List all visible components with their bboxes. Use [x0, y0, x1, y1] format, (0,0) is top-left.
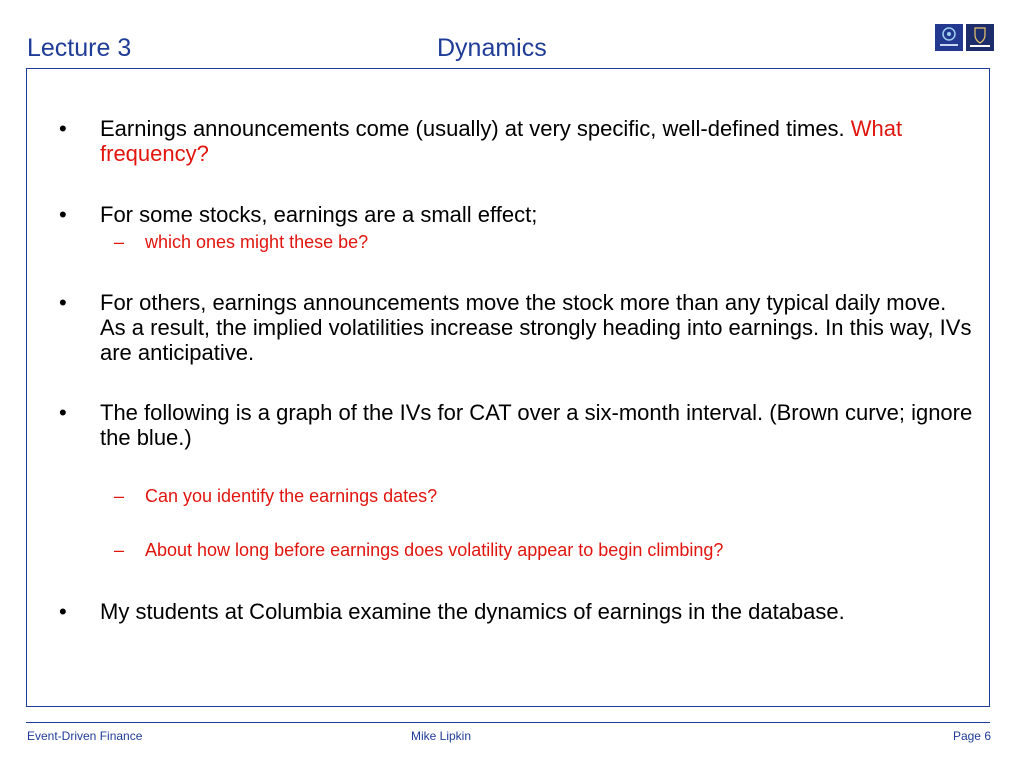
logo-group: [935, 24, 994, 51]
bullet-question: What frequency?: [100, 116, 903, 166]
footer-page-number: Page 6: [952, 729, 991, 743]
footer-author: Mike Lipkin: [411, 729, 472, 743]
bullet-small-effect: For some stocks, earnings are a small effect;: [100, 202, 538, 227]
sub-bullet-marker: –: [114, 540, 125, 560]
bullet-marker: •: [59, 290, 67, 315]
bullet-earnings-timing: [100, 116, 975, 166]
bullet-columbia-students: My students at Columbia examine the dynamics of earnings in the database.: [100, 599, 845, 624]
bullet-marker: •: [59, 599, 67, 624]
lecture-label: Lecture 3: [27, 34, 132, 62]
university-of-oxford-logo: [966, 24, 994, 51]
sub-bullet-marker: –: [114, 232, 125, 252]
bullet-anticipative-ivs: For others, earnings announcements move the stock more than any typical daily move. As a result, the implied volatilities increase strongly heading into earnings. In this way, IVs are anticipative.: [100, 290, 972, 365]
sub-bullet-earnings-dates: Can you identify the earnings dates?: [145, 486, 438, 506]
footer-divider: [26, 722, 990, 723]
footer-course: Event-Driven Finance: [27, 729, 143, 743]
bullet-cat-graph: The following is a graph of the IVs for CAT over a six-month interval. (Brown curve; ignore the blue.): [100, 400, 973, 450]
oxford-man-institute-logo: [935, 24, 963, 51]
sub-bullet-marker: –: [114, 486, 125, 506]
bullet-marker: •: [59, 400, 67, 425]
sub-bullet-volatility-climb: About how long before earnings does volatility appear to begin climbing?: [145, 540, 724, 560]
bullet-marker: •: [59, 116, 67, 141]
slide-title: Dynamics: [437, 34, 547, 62]
bullet-text: Earnings announcements come (usually) at very specific, well-defined times.: [100, 116, 845, 141]
sub-bullet-which-ones: which ones might these be?: [145, 232, 369, 252]
bullet-marker: •: [59, 202, 67, 227]
